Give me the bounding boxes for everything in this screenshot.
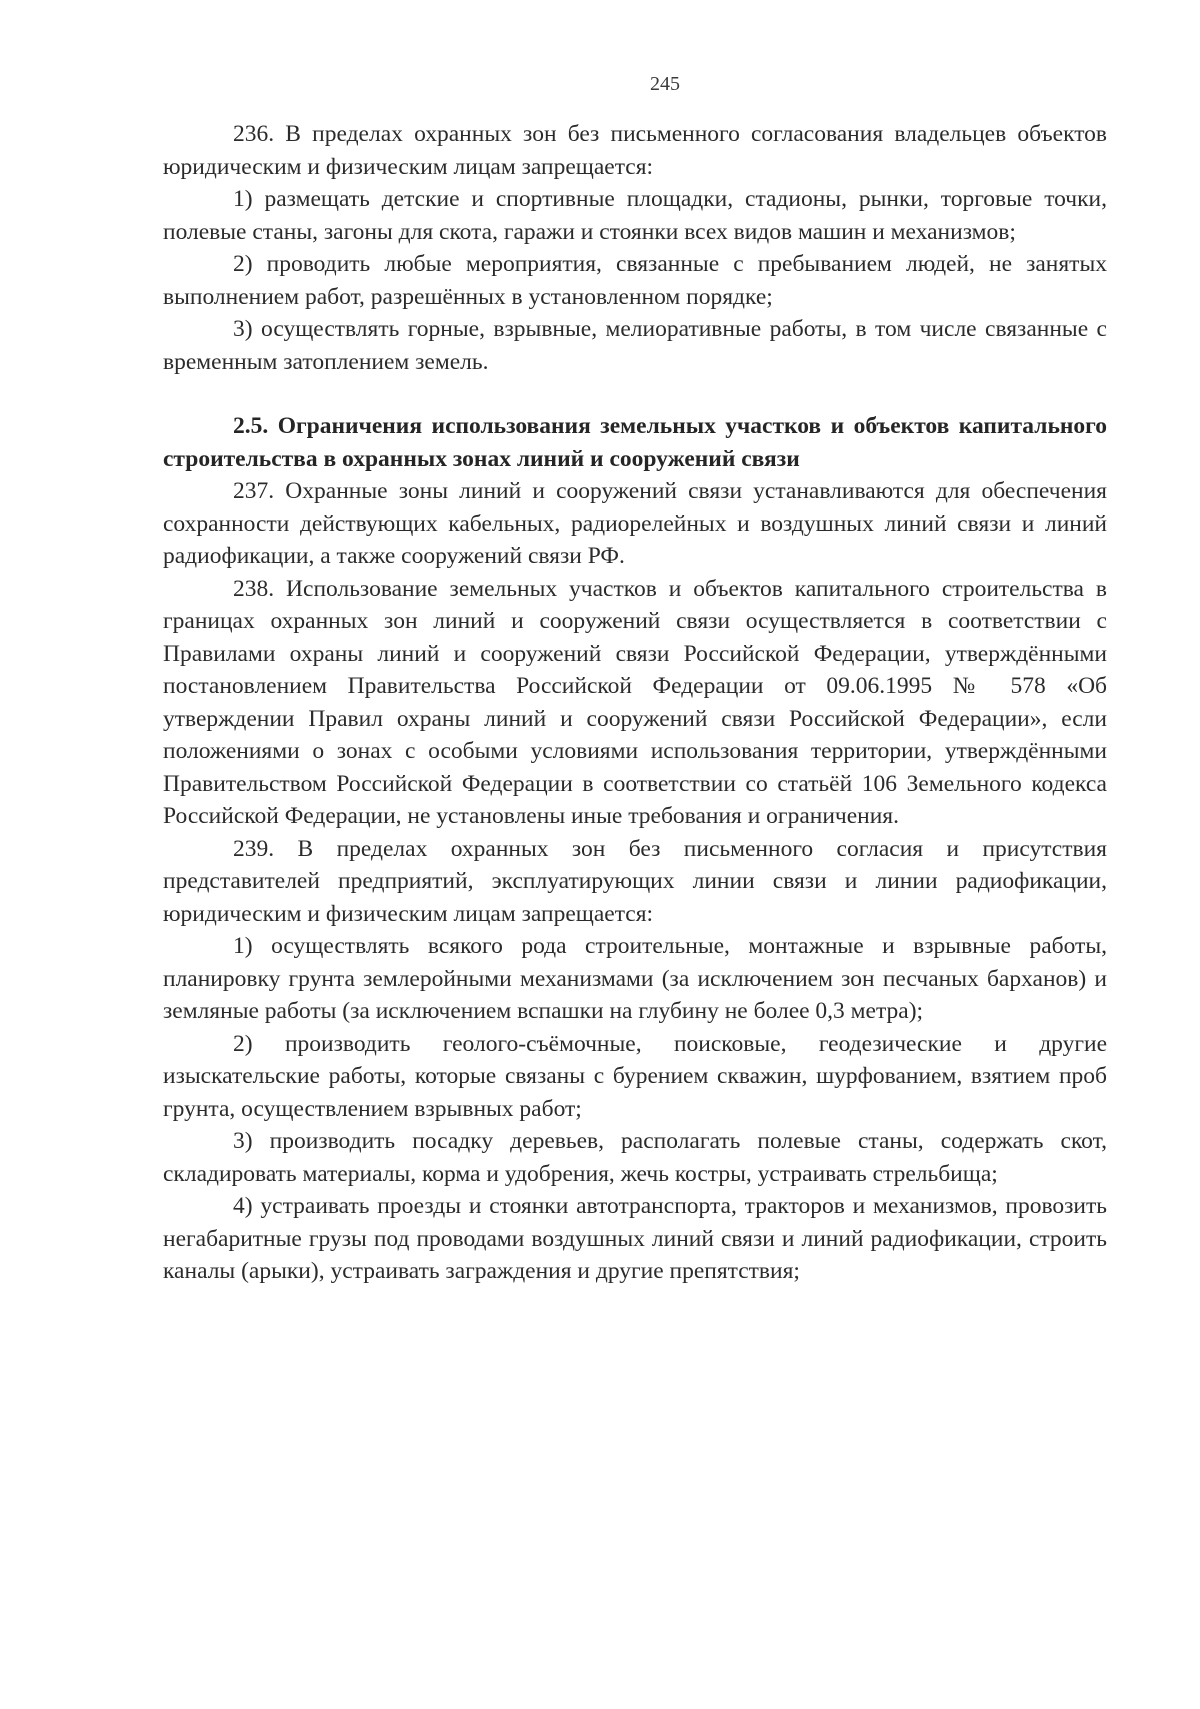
paragraph-236-item-3: 3) осуществлять горные, взрывные, мелиоративные работы, в том числе связанные с временным затоплением земель.	[163, 316, 1107, 375]
paragraph-239-item-1: 1) осуществлять всякого рода строительные, монтажные и взрывные работы, планировку грунта землеройными механизмами (за исключением зон песчаных барханов) и земляные работы (за исключением вспашки на глубину не более 0,3 метра);	[163, 933, 1107, 1024]
section-title: 2.5. Ограничения использования земельных участков и объектов капитального строительства в охранных зонах линий и сооружений связи	[163, 413, 1107, 472]
paragraph-237: 237. Охранные зоны линий и сооружений связи устанавливаются для обеспечения сохранности действующих кабельных, радиорелейных и воздушных линий связи и линий радиофикации, а также сооружений связи РФ.	[163, 478, 1107, 569]
page-number: 245	[650, 73, 680, 95]
paragraph-236-item-1: 1) размещать детские и спортивные площадки, стадионы, рынки, торговые точки, полевые станы, загоны для скота, гаражи и стоянки всех видов машин и механизмов;	[163, 186, 1107, 245]
document-page	[163, 70, 1107, 1288]
paragraph-239: 239. В пределах охранных зон без письменного согласия и присутствия представителей предприятий, эксплуатирующих линии связи и линии радиофикации, юридическим и физическим лицам запрещается:	[163, 835, 1107, 927]
paragraph-236: 236. В пределах охранных зон без письменного согласования владельцев объектов юридическим и физическим лицам запрещается:	[163, 121, 1107, 180]
paragraph-236-item-2: 2) проводить любые мероприятия, связанные с пребыванием людей, не занятых выполнением работ, разрешённых в установленном порядке;	[163, 251, 1107, 310]
paragraph-239-item-3: 3) производить посадку деревьев, располагать полевые станы, содержать скот, складировать материалы, корма и удобрения, жечь костры, устраивать стрельбища;	[163, 1128, 1107, 1187]
paragraph-239-item-2: 2) производить геолого-съёмочные, поисковые, геодезические и другие изыскательские работы, которые связаны с бурением скважин, шурфованием, взятием проб грунта, осуществлением взрывных работ;	[163, 1030, 1107, 1122]
paragraph-238: 238. Использование земельных участков и объектов капитального строительства в границах охранных зон линий и сооружений связи осуществляется в соответствии с Правилами охраны линий и сооружений связи Российской Федерации, утверждёнными постановлением Правительства Российской Федерации от 09.06.1995 № 578 «Об утверждении Правил охраны линий и сооружений связи Российской Федерации», если положениями о зонах с особыми условиями использования территории, утверждёнными Правительством Российской Федерации в соответствии со статьёй 106 Земельного кодекса Российской Федерации, не установлены иные требования и ограничения.	[163, 575, 1107, 829]
paragraph-239-item-4: 4) устраивать проезды и стоянки автотранспорта, тракторов и механизмов, провозить негабаритные грузы под проводами воздушных линий связи и линий радиофикации, строить каналы (арыки), устраивать заграждения и другие препятствия;	[163, 1193, 1107, 1284]
